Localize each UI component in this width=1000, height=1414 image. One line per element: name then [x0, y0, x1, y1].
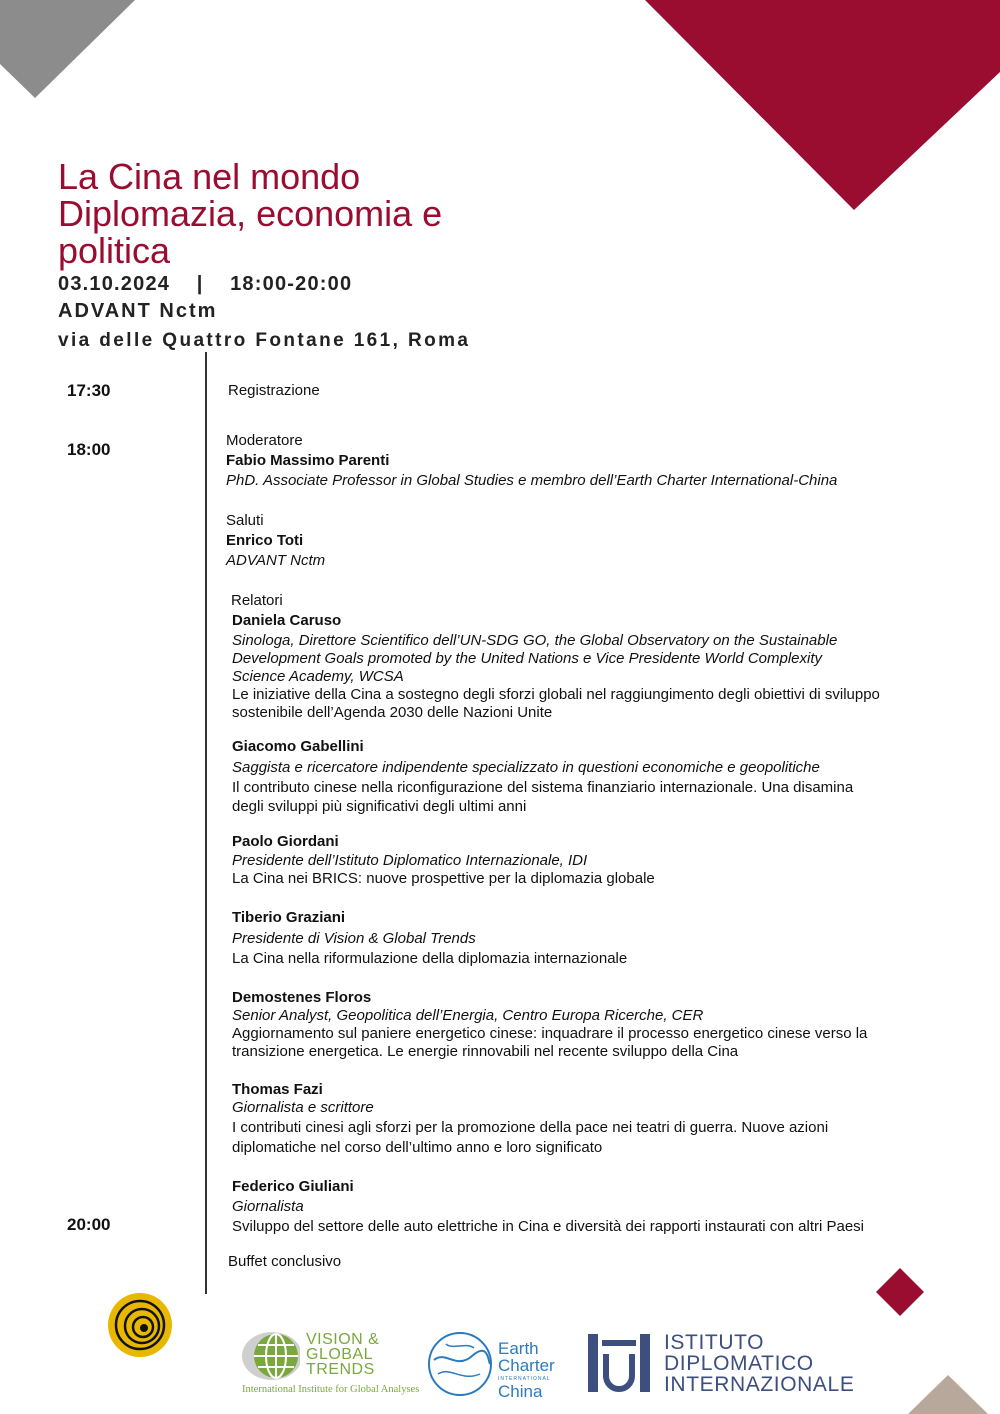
date-separator: | [196, 273, 204, 295]
time-1730: 17:30 [67, 381, 111, 400]
speaker-name: Paolo Giordani [232, 833, 339, 850]
speaker-name: Federico Giuliani [232, 1178, 354, 1195]
wcsa-spiral-icon [88, 1280, 198, 1380]
speaker-topic: sostenibile dell’Agenda 2030 delle Nazioni Unite [232, 704, 553, 721]
speaker-topic: I contributi cinesi agli sforzi per la promozione della pace nei teatri di guerra. Nuove azioni [232, 1119, 829, 1136]
speaker-floros [232, 989, 867, 1061]
beige-triangle-icon [908, 1375, 988, 1414]
title-line-3: politica [58, 230, 171, 271]
speaker-topic: La Cina nei BRICS: nuove prospettive per la diplomazia globale [232, 870, 655, 887]
registration: Registrazione [228, 382, 320, 399]
greetings-role: Saluti [226, 512, 264, 529]
speaker-affiliation: Presidente dell’Istituto Diplomatico Internazionale, IDI [232, 852, 588, 869]
idi-title [664, 1332, 854, 1395]
ec-china: China [498, 1382, 543, 1401]
speaker-name: Thomas Fazi [232, 1081, 323, 1098]
idi-line: INTERNAZIONALE [664, 1373, 855, 1396]
speaker-caruso [232, 612, 880, 722]
idi-emblem-icon [586, 1332, 652, 1394]
vgt-line: GLOBAL [306, 1346, 374, 1363]
speaker-graziani [232, 909, 627, 968]
speaker-affiliation: Senior Analyst, Geopolitica dell’Energia, Centro Europa Ricerche, CER [232, 1007, 704, 1024]
speaker-name: Demostenes Floros [232, 989, 372, 1006]
speaker-topic: La Cina nella riformulazione della diplomazia internazionale [232, 950, 628, 967]
event-time: 18:00-20:00 [230, 273, 353, 295]
speaker-topic: degli sviluppi più significativi degli ultimi anni [232, 798, 527, 815]
event-date: 03.10.2024 [58, 273, 171, 295]
idi-line: ISTITUTO [664, 1331, 765, 1354]
red-diamond-icon [876, 1268, 924, 1316]
moderator-role: Moderatore [226, 432, 303, 449]
speaker-name: Tiberio Graziani [232, 909, 346, 926]
ec-line: Earth [498, 1339, 539, 1358]
speaker-fazi [232, 1081, 828, 1157]
time-2000: 20:00 [67, 1215, 111, 1234]
speaker-giuliani [232, 1178, 864, 1236]
moderator-name: Fabio Massimo Parenti [226, 452, 390, 469]
speaker-affiliation: Development Goals promoted by the United Nations e Vice Presidente World Complexity [232, 650, 823, 667]
vgt-subtitle: International Institute for Global Analyses [242, 1384, 420, 1395]
speaker-topic: transizione energetica. Le energie rinnovabili nel recente sviluppo della Cina [232, 1043, 739, 1060]
speaker-name: Daniela Caruso [232, 612, 342, 629]
speaker-topic: diplomatiche nel corso dell’ultimo anno e loro significato [232, 1139, 603, 1156]
speaker-name: Giacomo Gabellini [232, 738, 364, 755]
idi-line: DIPLOMATICO [664, 1352, 814, 1375]
corner-grey-triangle [0, 0, 140, 100]
ec-line: Charter [498, 1356, 555, 1375]
moderator-affiliation: PhD. Associate Professor in Global Studies e membro dell’Earth Charter International-China [226, 472, 838, 489]
page-title [58, 158, 658, 269]
corner-red-diamond [640, 0, 1000, 212]
speaker-topic: Sviluppo del settore delle auto elettriche in Cina e diversità dei rapporti instaurati con altri Paesi [232, 1218, 865, 1235]
event-address: via delle Quattro Fontane 161, Roma [58, 330, 471, 351]
time-1800: 18:00 [67, 440, 111, 459]
event-venue: ADVANT Nctm [58, 300, 218, 322]
speaker-topic: Le iniziative della Cina a sostegno degli sforzi globali nel raggiungimento degli obiettivi di sviluppo [232, 686, 880, 703]
closing-buffet: Buffet conclusivo [228, 1253, 342, 1270]
wcsa-logo [88, 1280, 198, 1380]
title-line-2: Diplomazia, economia e [58, 193, 443, 234]
speaker-affiliation: Sinologa, Direttore Scientifico dell’UN-SDG GO, the Global Observatory on the Sustainable [232, 632, 838, 649]
speaker-affiliation: Saggista e ricercatore indipendente specializzato in questioni economiche e geopolitiche [232, 759, 820, 776]
speaker-affiliation: Science Academy, WCSA [232, 668, 404, 685]
earth-charter-china-logo [426, 1326, 571, 1402]
speaker-topic: Aggiornamento sul paniere energetico cinese: inquadrare il processo energetico cinese verso la [232, 1025, 868, 1042]
vgt-line: TRENDS [306, 1361, 375, 1378]
speaker-topic: Il contributo cinese nella riconfigurazione del sistema finanziario internazionale. Una disamina [232, 779, 854, 796]
speaker-affiliation: Giornalista [232, 1198, 304, 1215]
greetings-name: Enrico Toti [226, 532, 304, 549]
vision-global-trends-logo [238, 1328, 420, 1398]
speaker-gabellini [232, 738, 853, 816]
event-date-time [58, 273, 352, 296]
earth-globe-icon [426, 1330, 494, 1398]
speaker-giordani [232, 833, 655, 888]
ec-title [498, 1340, 555, 1374]
globe-icon [238, 1328, 300, 1384]
idi-logo [586, 1330, 856, 1398]
speakers-label: Relatori [231, 592, 283, 609]
ec-international: INTERNATIONAL [498, 1376, 551, 1382]
speaker-affiliation: Presidente di Vision & Global Trends [232, 930, 476, 947]
greetings-affiliation: ADVANT Nctm [226, 552, 326, 569]
title-line-1: La Cina nel mondo [58, 156, 361, 197]
speaker-affiliation: Giornalista e scrittore [232, 1099, 374, 1116]
vgt-title [306, 1332, 379, 1377]
timeline-divider [205, 352, 207, 1294]
vgt-line: VISION & [306, 1331, 380, 1348]
